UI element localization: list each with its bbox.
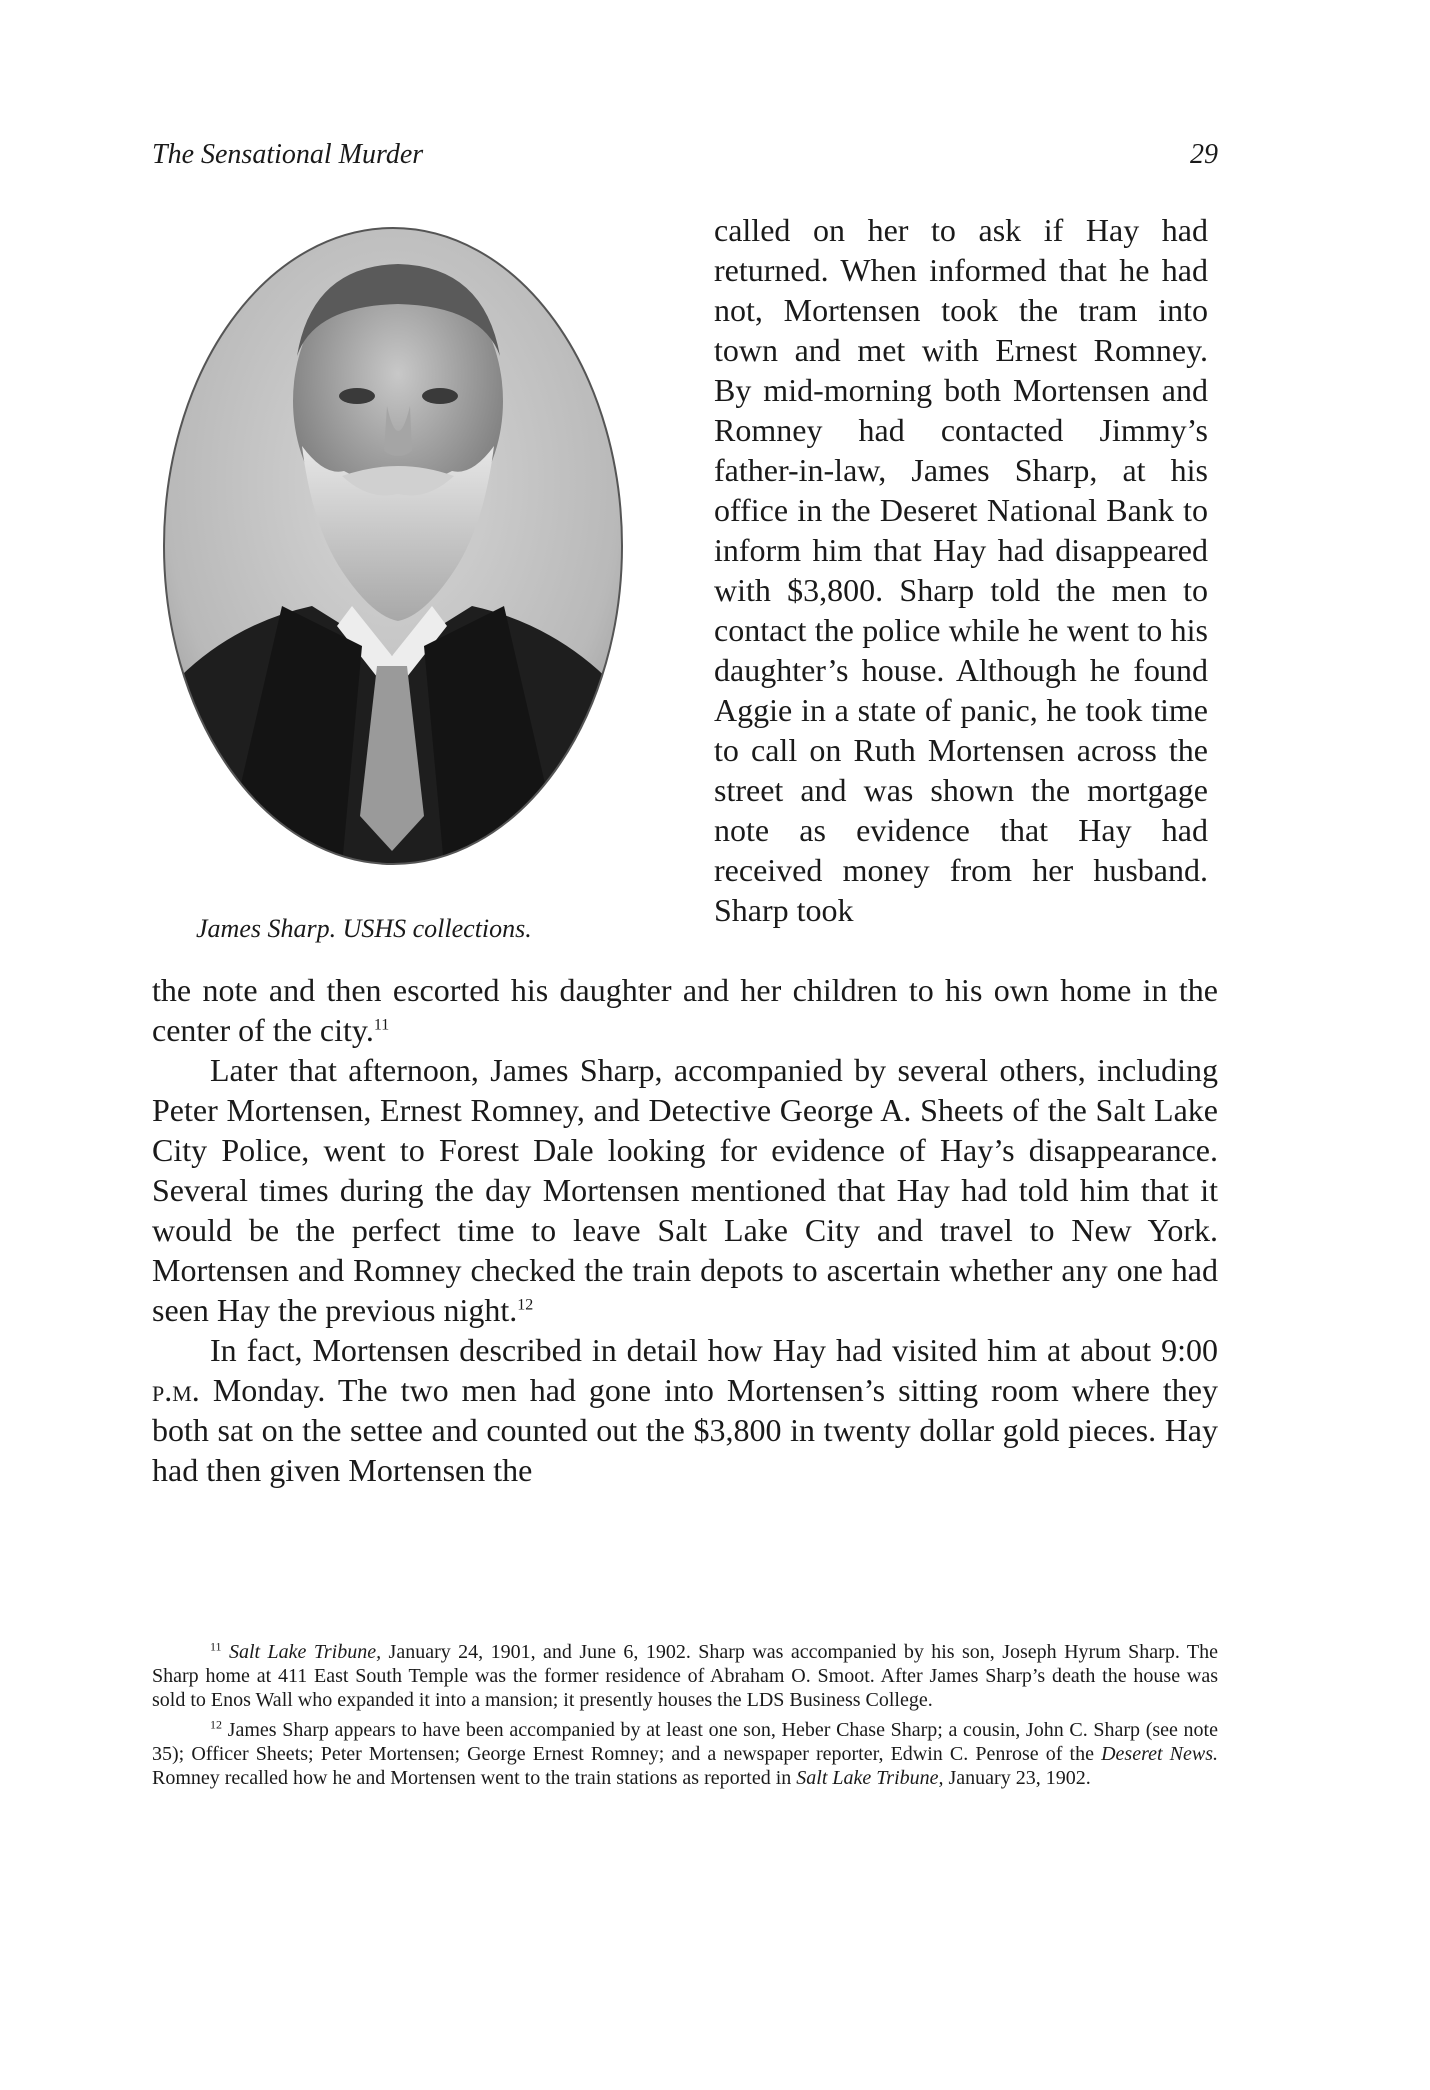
paragraph-continuation-text: the note and then escorted his daughter and her children to his own home in the center of the city. — [152, 972, 1218, 1048]
wrapped-text-column — [714, 210, 1208, 930]
footnote-ref-11: 11 — [373, 1016, 390, 1034]
footnote-12-text-b: Romney recalled how he and Mortensen went to the train stations as reported in — [152, 1767, 792, 1789]
paragraph-3-text-a: In fact, Mortensen described in detail how Hay had visited him at about 9:00 — [210, 1332, 1218, 1368]
footnote-12-italic-2: Salt Lake Tribune, — [796, 1767, 944, 1789]
footnote-12-text-a: James Sharp appears to have been accompanied by at least one son, Heber Chase Sharp; a cousin, John C. Sharp (see note 35); Officer Sheets; Peter Mortensen; George Ernest Romney; and a newspaper reporter, Edwin C. Penrose of the — [152, 1719, 1218, 1765]
oval-portrait-photograph-icon — [162, 226, 624, 866]
paragraph-3 — [152, 1330, 1218, 1490]
paragraph-3-text-b: Monday. The two men had gone into Mortensen’s sitting room where they both sat on the settee and counted out the $3,800 in twenty dollar gold pieces. Hay had then given Mortensen the — [152, 1372, 1219, 1488]
page-number: 29 — [1190, 139, 1218, 170]
footnote-11-text: January 24, 1901, and June 6, 1902. Sharp was accompanied by his son, Joseph Hyrum Sharp. The Sharp home at 411 East South Temple was the former residence of Abraham O. Smoot. After James Sharp’s death the house was sold to Enos Wall who expanded it into a mansion; it presently houses the LDS Business College. — [152, 1641, 1219, 1711]
footnote-11 — [152, 1640, 1218, 1712]
running-head-title: The Sensational Murder — [152, 139, 424, 170]
footnotes — [152, 1640, 1218, 1796]
footnote-12-number: 12 — [210, 1717, 222, 1732]
footnote-12 — [152, 1718, 1218, 1790]
footnote-ref-12: 12 — [517, 1296, 534, 1314]
figure-caption: James Sharp. USHS collections. — [196, 914, 532, 943]
footnote-11-italic: Salt Lake Tribune, — [229, 1641, 382, 1663]
paragraph-wrapped: called on her to ask if Hay had returned. When informed that he had not, Mortensen took the tram into town and met with Ernest Romney. By mid-morning both Mortensen and Romney had contacted Jimmy’s father-in-law, James Sharp, at his office in the Deseret National Bank to inform him that Hay had disappeared with $3,800. Sharp told the men to contact the police while he went to his daughter’s house. Although he found Aggie in a state of panic, he took time to call on Ruth Mortensen across the street and was shown the mortgage note as evidence that Hay had received money from her husband. Sharp took — [714, 212, 1208, 928]
paragraph-2-text: Later that afternoon, James Sharp, accompanied by several others, including Peter Mortensen, Ernest Romney, and Detective George A. Sheets of the Salt Lake City Police, went to Forest Dale looking for evidence of Hay’s disappearance. Several times during the day Mortensen mentioned that Hay had told him that it would be the perfect time to leave Salt Lake City and travel to New York. Mortensen and Romney checked the train depots to ascertain whether any one had seen Hay the previous night. — [152, 1052, 1218, 1328]
footnote-12-italic-1: Deseret News. — [1101, 1743, 1219, 1765]
footnote-12-text-c: January 23, 1902. — [948, 1767, 1091, 1789]
pm-abbrev: p.m. — [152, 1372, 200, 1408]
paragraph-continuation — [152, 970, 1218, 1050]
main-text-column — [152, 970, 1218, 1490]
paragraph-2 — [152, 1050, 1218, 1330]
footnote-11-number: 11 — [210, 1639, 222, 1654]
portrait-photo — [162, 226, 624, 866]
